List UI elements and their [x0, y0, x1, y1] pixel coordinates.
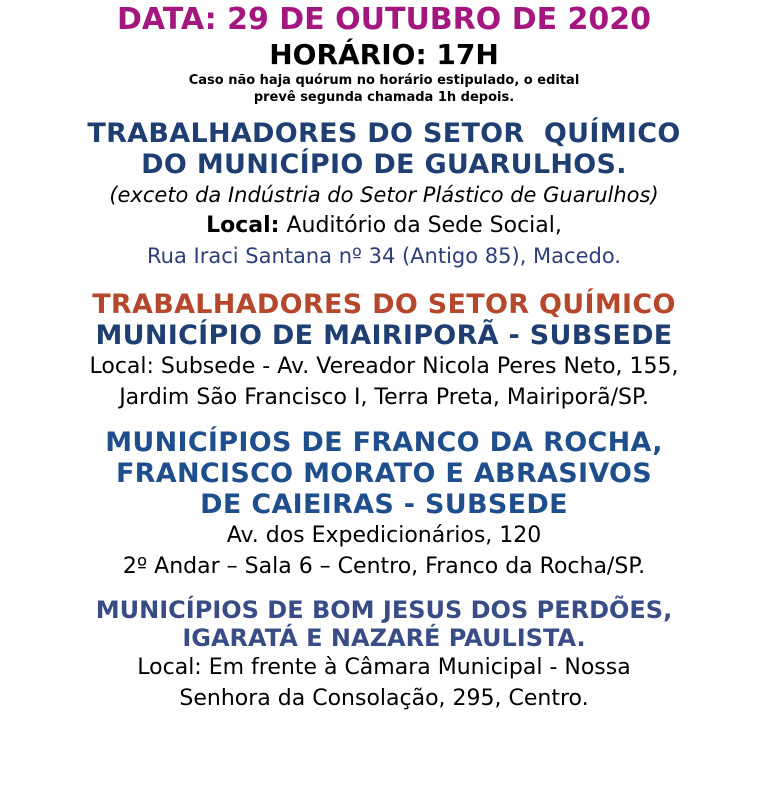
section-guarulhos-local — [0, 210, 768, 241]
section-guarulhos — [0, 118, 768, 271]
section-mairipora-address-line-2: Jardim São Francisco I, Terra Preta, Mairiporã/SP. — [119, 385, 649, 410]
local-text: Auditório da Sede Social, — [279, 213, 562, 238]
section-bom-jesus-title-line-2: IGARATÁ E NAZARÉ PAULISTA. — [182, 624, 586, 652]
section-bom-jesus-address-line-2: Senhora da Consolação, 295, Centro. — [179, 686, 589, 711]
section-franco-title-line-2: FRANCISCO MORATO E ABRASIVOS — [115, 458, 653, 489]
section-franco-title-line-1: MUNICÍPIOS DE FRANCO DA ROCHA, — [105, 427, 663, 458]
section-guarulhos-exception: (exceto da Indústria do Setor Plástico de Guarulhos) — [109, 183, 659, 207]
section-guarulhos-address: Rua Iraci Santana nº 34 (Antigo 85), Macedo. — [147, 244, 621, 268]
section-bom-jesus — [0, 596, 768, 714]
section-mairipora-title-line-1: TRABALHADORES DO SETOR QUÍMICO — [92, 289, 676, 320]
section-franco-address-line-1: Av. dos Expedicionários, 120 — [226, 523, 542, 548]
section-bom-jesus-address-line-1: Local: Em frente à Câmara Municipal - Nossa — [137, 655, 631, 680]
section-mairipora-title-line-2: MUNICÍPIO DE MAIRIPORÃ - SUBSEDE — [95, 320, 673, 351]
section-franco-address-line-2: 2º Andar – Sala 6 – Centro, Franco da Rocha/SP. — [122, 554, 646, 579]
section-franco-da-rocha — [0, 427, 768, 582]
quorum-note-line-1: Caso não haja quórum no horário estipulado, o edital — [188, 73, 580, 88]
local-label: Local: — [206, 213, 280, 238]
section-guarulhos-title-line-2: DO MUNICÍPIO DE GUARULHOS. — [141, 149, 627, 180]
section-guarulhos-title-line-1: TRABALHADORES DO SETOR QUÍMICO — [87, 118, 681, 149]
section-mairipora — [0, 289, 768, 413]
section-mairipora-address-line-1: Local: Subsede - Av. Vereador Nicola Peres Neto, 155, — [89, 354, 679, 379]
header-block — [0, 0, 768, 106]
meeting-time: HORÁRIO: 17H — [269, 38, 499, 71]
meeting-date: DATA: 29 DE OUTUBRO DE 2020 — [116, 2, 652, 37]
section-bom-jesus-title-line-1: MUNICÍPIOS DE BOM JESUS DOS PERDÕES, — [95, 596, 673, 624]
quorum-note-line-2: prevê segunda chamada 1h depois. — [253, 90, 515, 105]
section-franco-title-line-3: DE CAIEIRAS - SUBSEDE — [200, 489, 568, 520]
